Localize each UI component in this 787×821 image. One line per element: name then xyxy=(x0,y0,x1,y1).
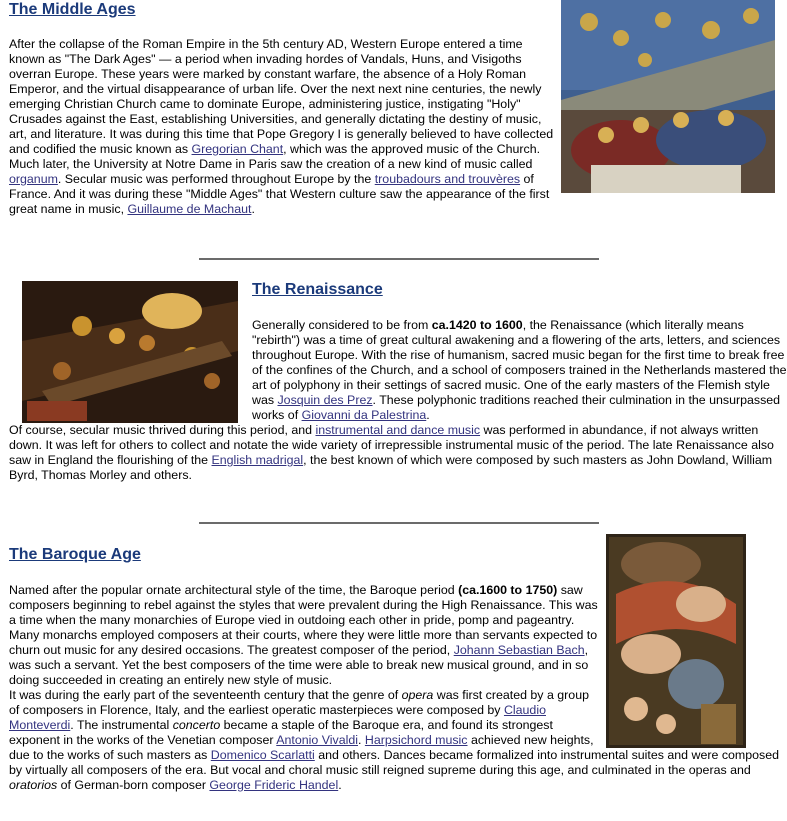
palestrina-link[interactable]: Giovanni da Palestrina xyxy=(301,408,427,422)
harpsichord-link[interactable]: Harpsichord music xyxy=(364,733,468,747)
text: After the collapse of the Roman Empire in the 5th century AD, Western Europe entered a time known as "The Dark Ages" — a period when invading hordes of Vandals, Huns, and Visigoths overran Europe. These years were marked by constant warfare, the absence of a Holy Roman Emperor, and the virtual disappearance of urban life. Over the next next nine centuries, the newly emerging Christian Church came to dominate Europe, administering justice, instigating "Holy" Crusades against the East, establishing Universities, and generally dictating the destiny of music, art, and literature. It was during this time that Pope Gregory I is generally believed to have collected and codified the music known as xyxy=(9,37,554,156)
italic-term: opera xyxy=(401,688,434,702)
text: of German-born composer xyxy=(57,778,210,792)
divider xyxy=(199,258,599,260)
date-range: ca.1420 to 1600 xyxy=(431,318,523,332)
divider xyxy=(199,522,599,524)
baroque-title-link[interactable]: The Baroque Age xyxy=(9,546,141,563)
text: . xyxy=(426,408,430,422)
text: It was during the early part of the seventeenth century that the genre of xyxy=(9,688,402,702)
italic-term: concerto xyxy=(172,718,221,732)
text: . These polyphonic traditions reached their culmination in the unsurpassed works of xyxy=(252,393,781,422)
float-spacer xyxy=(557,37,787,193)
text: Of course, secular music thrived during this period, and xyxy=(9,423,316,437)
text: , the best known of which were composed by such masters as John Dowland, William Byrd, Thomas Morley and others. xyxy=(9,453,773,482)
bach-link[interactable]: Johann Sebastian Bach xyxy=(453,643,585,657)
renaissance-body xyxy=(9,318,787,483)
english-madrigal-link[interactable]: English madrigal xyxy=(211,453,304,467)
vivaldi-link[interactable]: Antonio Vivaldi xyxy=(276,733,359,747)
text: . xyxy=(338,778,342,792)
text: achieved new heights, due to the works of such masters as xyxy=(9,733,594,762)
renaissance-title-link[interactable]: The Renaissance xyxy=(252,281,383,298)
text: . The instrumental xyxy=(70,718,173,732)
text: . Secular music was performed throughout Europe by the xyxy=(57,172,375,186)
text: was first created by a group of composers in Florence, Italy, and the earliest operatic masterpieces were composed by xyxy=(9,688,589,717)
baroque-paragraph-1 xyxy=(9,583,787,793)
scarlatti-link[interactable]: Domenico Scarlatti xyxy=(210,748,315,762)
organum-link[interactable]: organum xyxy=(9,172,58,186)
middle-ages-body xyxy=(9,37,787,217)
josquin-link[interactable]: Josquin des Prez xyxy=(277,393,373,407)
text: , which was the approved music of the Church. Much later, the University at Notre Dame in Paris saw the creation of a new kind of music called xyxy=(9,142,541,171)
date-range: (ca.1600 to 1750) xyxy=(458,583,558,597)
text: Generally considered to be from xyxy=(252,318,432,332)
text: and others. Dances became formalized into instrumental suites and were composed by virtually all composers of the era. But vocal and choral music still reigned supreme during this age, and culminated in the operas and xyxy=(9,748,779,777)
float-spacer xyxy=(9,318,252,423)
middle-ages-paragraph xyxy=(9,37,787,217)
text: , the Renaissance (which literally means "rebirth") was a time of great cultural awakening and a flowering of the arts, letters, and sciences throughout Europe. With the rise of humanism, sacred music began for the first time to break free of the confines of the Church, and a school of composers trained in the Netherlands mastered the art of polyphony in their settings of sacred music. One of the early masters of the Flemish style was xyxy=(252,318,787,407)
baroque-body xyxy=(9,583,787,793)
text: saw composers beginning to rebel against the styles that were prevalent during the High Renaissance. This was a time when the many monarchies of Europe vied in outdoing each other in pride, pomp and pageantry. Many monarchs employed composers at their courts, where they were little more than servants expected to churn out music for any desired occasions. The greatest composer of the period, xyxy=(9,583,598,657)
section-baroque xyxy=(9,546,599,564)
float-spacer xyxy=(601,583,787,748)
monteverdi-link[interactable]: Claudio Monteverdi xyxy=(9,703,546,732)
italic-term: oratorios xyxy=(9,778,58,792)
text: Named after the popular ornate architectural style of the time, the Baroque period xyxy=(9,583,459,597)
text: . xyxy=(358,733,365,747)
instrumental-dance-link[interactable]: instrumental and dance music xyxy=(315,423,481,437)
text: , was such a servant. Yet the best composers of the time were able to break new musical ground, and in so doing succeeded in creating an entirely new style of music. xyxy=(9,643,589,687)
section-title xyxy=(252,281,782,299)
text: became a staple of the Baroque era, and found its strongest exponent in the works of the Venetian composer xyxy=(9,718,553,747)
renaissance-paragraph-1 xyxy=(9,318,787,483)
text: of France. And it was during these "Middle Ages" that Western culture saw the appearance of the first great name in music, xyxy=(9,172,550,216)
middle-ages-title-link[interactable]: The Middle Ages xyxy=(9,1,136,18)
machaut-link[interactable]: Guillaume de Machaut xyxy=(127,202,252,216)
section-renaissance xyxy=(252,281,782,299)
section-title xyxy=(9,546,599,564)
handel-link[interactable]: George Frideric Handel xyxy=(209,778,339,792)
troubadours-link[interactable]: troubadours and trouvères xyxy=(374,172,521,186)
text: was performed in abundance, if not always written down. It was left for others to collect and notate the wide variety of irrepressible instrumental music of the period. The late Renaissance also saw in England the flourishing of the xyxy=(9,423,774,467)
gregorian-chant-link[interactable]: Gregorian Chant xyxy=(191,142,284,156)
text: . xyxy=(251,202,255,216)
